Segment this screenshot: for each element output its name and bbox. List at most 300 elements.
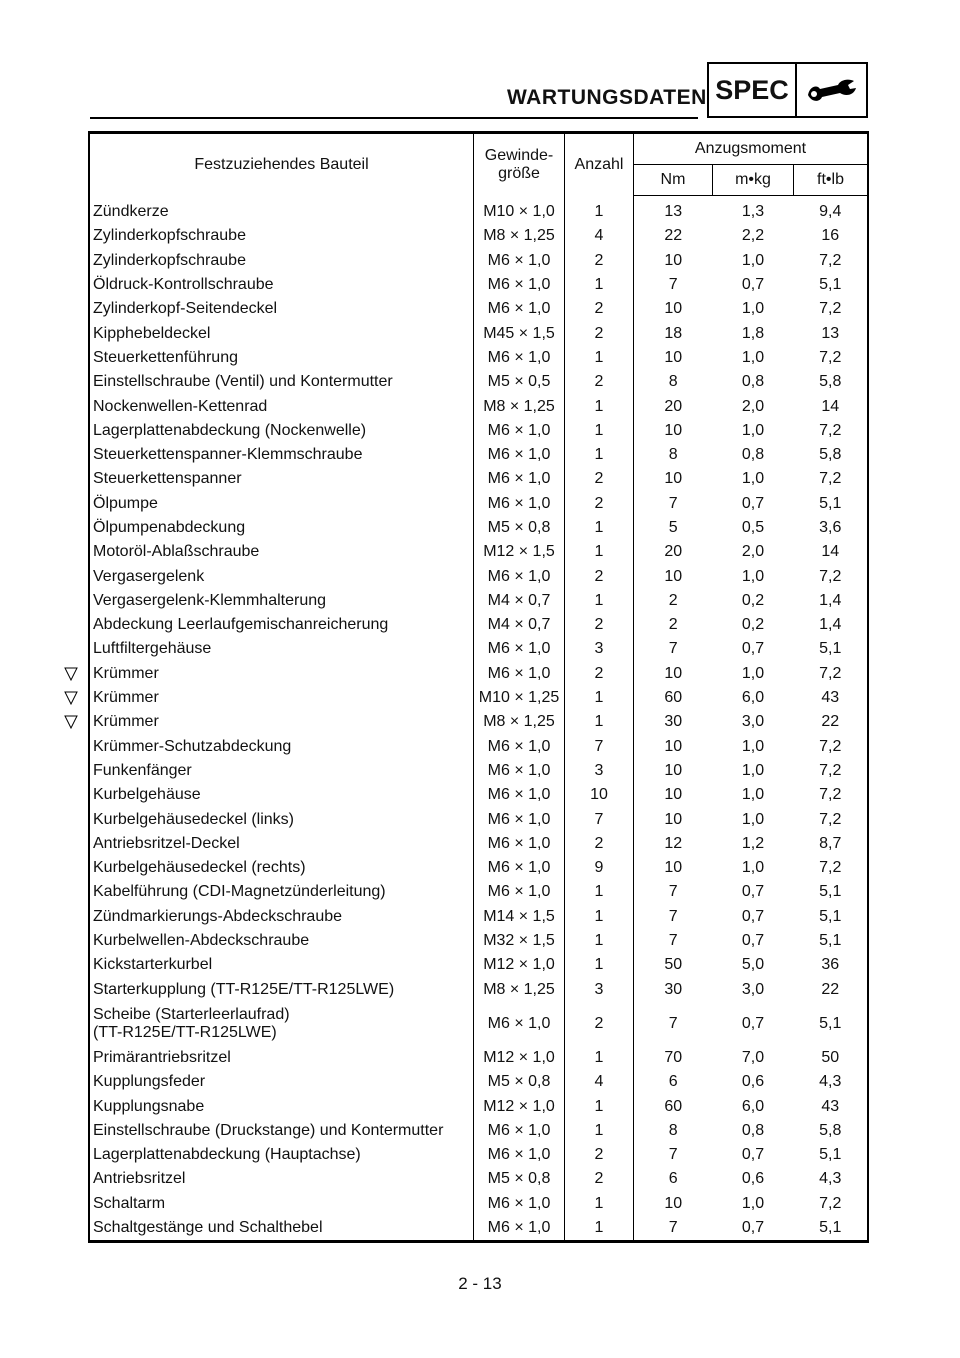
cell-qty: 1	[565, 1094, 634, 1118]
cell-ftlb: 7,2	[819, 348, 842, 366]
cell-ftlb: 16	[821, 227, 840, 245]
cell-ftlb: 43	[821, 1097, 840, 1115]
table-row	[89, 516, 868, 540]
cell-part: Steuerkettenführung	[89, 346, 474, 370]
table-row	[89, 196, 868, 225]
cell-thread: M6 × 1,0	[474, 735, 565, 759]
cell-nm: 70	[664, 1048, 683, 1066]
cell-thread: M6 × 1,0	[474, 249, 565, 273]
cell-nm: 10	[664, 1194, 683, 1212]
cell-mkg: 1,0	[741, 567, 765, 585]
table-row	[89, 613, 868, 637]
table-row	[89, 1002, 868, 1046]
table-row	[89, 346, 868, 370]
cell-mkg: 2,0	[741, 397, 765, 415]
cell-qty: 3	[565, 978, 634, 1002]
cell-qty: 9	[565, 856, 634, 880]
cell-qty: 2	[565, 370, 634, 394]
cell-nm: 2	[668, 616, 678, 634]
triangle-marker-icon	[64, 715, 78, 729]
cell-ftlb: 1,4	[819, 591, 842, 609]
cell-ftlb: 4,3	[819, 1170, 842, 1188]
cell-nm: 10	[664, 859, 683, 877]
cell-nm: 2	[668, 591, 678, 609]
cell-qty: 1	[565, 905, 634, 929]
cell-ftlb: 5,1	[819, 1219, 842, 1237]
cell-mkg: 1,0	[741, 859, 765, 877]
cell-qty: 1	[565, 686, 634, 710]
cell-qty: 10	[565, 783, 634, 807]
cell-qty: 1	[565, 929, 634, 953]
cell-mkg: 0,6	[741, 1073, 765, 1091]
cell-qty: 2	[565, 832, 634, 856]
cell-nm: 8	[668, 446, 678, 464]
cell-ftlb: 7,2	[819, 737, 842, 755]
cell-ftlb: 5,1	[819, 494, 842, 512]
cell-thread: M6 × 1,0	[474, 564, 565, 588]
table-row	[89, 1119, 868, 1143]
cell-thread: M8 × 1,25	[474, 978, 565, 1002]
cell-qty: 3	[565, 637, 634, 661]
cell-qty: 2	[565, 321, 634, 345]
cell-part: Zylinderkopf-Seitendeckel	[89, 297, 474, 321]
cell-mkg: 6,0	[741, 689, 765, 707]
cell-thread: M5 × 0,8	[474, 1167, 565, 1191]
cell-thread: M6 × 1,0	[474, 783, 565, 807]
col-header-ftlb: ft•lb	[794, 165, 869, 196]
cell-qty: 2	[565, 1143, 634, 1167]
cell-part: Abdeckung Leerlaufgemischanreicherung	[89, 613, 474, 637]
col-header-mkg: m•kg	[713, 165, 794, 196]
cell-thread: M6 × 1,0	[474, 637, 565, 661]
cell-mkg: 1,0	[741, 470, 765, 488]
table-row	[89, 492, 868, 516]
cell-part: Kurbelgehäusedeckel (links)	[89, 807, 474, 831]
cell-mkg: 1,0	[741, 664, 765, 682]
cell-ftlb: 22	[821, 980, 840, 998]
cell-qty: 4	[565, 224, 634, 248]
cell-qty: 1	[565, 516, 634, 540]
cell-qty: 1	[565, 1216, 634, 1242]
cell-part: Kupplungsnabe	[89, 1094, 474, 1118]
cell-nm: 7	[668, 1014, 678, 1032]
cell-nm: 10	[664, 761, 683, 779]
table-row	[89, 710, 868, 734]
table-row	[89, 1167, 868, 1191]
cell-nm: 10	[664, 470, 683, 488]
table-row	[89, 856, 868, 880]
cell-mkg: 1,0	[741, 737, 765, 755]
cell-qty: 2	[565, 613, 634, 637]
cell-nm: 5	[668, 519, 678, 536]
cell-thread: M5 × 0,8	[474, 516, 565, 540]
cell-mkg: 0,7	[741, 907, 765, 925]
cell-thread: M6 × 1,0	[474, 1002, 565, 1046]
cell-qty: 2	[565, 1167, 634, 1191]
cell-mkg: 1,8	[741, 324, 765, 342]
cell-mkg: 0,2	[741, 616, 765, 634]
cell-mkg: 0,6	[741, 1170, 765, 1188]
table-row	[89, 224, 868, 248]
cell-qty: 1	[565, 540, 634, 564]
cell-part: Einstellschraube (Druckstange) und Kontermutter	[89, 1119, 474, 1143]
cell-thread: M12 × 1,0	[474, 953, 565, 977]
cell-part: Lagerplattenabdeckung (Hauptachse)	[89, 1143, 474, 1167]
cell-qty: 1	[565, 394, 634, 418]
cell-ftlb: 7,2	[819, 786, 842, 804]
cell-qty: 2	[565, 492, 634, 516]
cell-ftlb: 7,2	[819, 859, 842, 877]
cell-qty: 2	[565, 249, 634, 273]
cell-ftlb: 3,6	[819, 519, 842, 536]
cell-part: Krümmer	[89, 686, 474, 710]
cell-qty: 1	[565, 443, 634, 467]
cell-mkg: 7,0	[741, 1048, 765, 1066]
cell-thread: M6 × 1,0	[474, 807, 565, 831]
cell-thread: M6 × 1,0	[474, 297, 565, 321]
cell-thread: M6 × 1,0	[474, 492, 565, 516]
cell-ftlb: 5,1	[819, 883, 842, 901]
cell-thread: M6 × 1,0	[474, 443, 565, 467]
cell-part: Starterkupplung (TT-R125E/TT-R125LWE)	[89, 978, 474, 1002]
cell-qty: 7	[565, 735, 634, 759]
table-row	[89, 807, 868, 831]
cell-mkg: 0,8	[741, 373, 765, 391]
table-row	[89, 662, 868, 686]
cell-part: Kurbelgehäuse	[89, 783, 474, 807]
cell-part: Ölpumpe	[89, 492, 474, 516]
cell-ftlb: 7,2	[819, 761, 842, 779]
cell-ftlb: 14	[821, 397, 840, 415]
cell-nm: 10	[664, 786, 683, 804]
cell-qty: 1	[565, 953, 634, 977]
cell-mkg: 0,8	[741, 1121, 765, 1139]
cell-ftlb: 5,1	[819, 276, 842, 294]
cell-mkg: 1,0	[741, 348, 765, 366]
cell-nm: 20	[664, 397, 683, 415]
cell-nm: 7	[668, 640, 678, 658]
table-row	[89, 273, 868, 297]
cell-nm: 7	[668, 883, 678, 901]
cell-nm: 7	[668, 907, 678, 925]
table-row	[89, 759, 868, 783]
cell-part: Krümmer	[89, 710, 474, 734]
cell-thread: M12 × 1,0	[474, 1046, 565, 1070]
wrench-icon	[797, 64, 866, 116]
cell-thread: M45 × 1,5	[474, 321, 565, 345]
cell-part: Ölpumpenabdeckung	[89, 516, 474, 540]
cell-ftlb: 5,1	[819, 1014, 842, 1032]
cell-thread: M5 × 0,8	[474, 1070, 565, 1094]
cell-nm: 10	[664, 810, 683, 828]
col-header-nm: Nm	[634, 165, 713, 196]
cell-qty: 2	[565, 1002, 634, 1046]
cell-thread: M6 × 1,0	[474, 419, 565, 443]
cell-ftlb: 7,2	[819, 567, 842, 585]
cell-ftlb: 43	[821, 689, 840, 707]
table-row	[89, 564, 868, 588]
cell-thread: M6 × 1,0	[474, 1119, 565, 1143]
cell-mkg: 1,0	[741, 300, 765, 318]
cell-mkg: 2,2	[741, 227, 765, 245]
cell-part: Antriebsritzel-Deckel	[89, 832, 474, 856]
table-row	[89, 1192, 868, 1216]
table-row	[89, 783, 868, 807]
cell-qty: 1	[565, 419, 634, 443]
cell-qty: 1	[565, 589, 634, 613]
cell-qty: 4	[565, 1070, 634, 1094]
cell-part: Antriebsritzel	[89, 1167, 474, 1191]
cell-ftlb: 22	[821, 713, 840, 731]
cell-mkg: 3,0	[741, 980, 765, 998]
cell-part: Primärantriebsritzel	[89, 1046, 474, 1070]
cell-part: Vergasergelenk	[89, 564, 474, 588]
cell-nm: 7	[668, 932, 678, 950]
col-header-qty: Anzahl	[565, 133, 634, 196]
cell-nm: 7	[668, 1146, 678, 1164]
cell-thread: M6 × 1,0	[474, 832, 565, 856]
cell-nm: 10	[664, 251, 683, 269]
cell-qty: 2	[565, 297, 634, 321]
cell-mkg: 1,0	[741, 786, 765, 804]
table-row	[89, 832, 868, 856]
table-row	[89, 929, 868, 953]
cell-ftlb: 13	[821, 324, 840, 342]
cell-thread: M5 × 0,5	[474, 370, 565, 394]
table-row	[89, 370, 868, 394]
cell-part: Nockenwellen-Kettenrad	[89, 394, 474, 418]
cell-part: Lagerplattenabdeckung (Nockenwelle)	[89, 419, 474, 443]
cell-nm: 20	[664, 543, 683, 561]
cell-mkg: 5,0	[741, 956, 765, 974]
cell-part: Kurbelwellen-Abdeckschraube	[89, 929, 474, 953]
cell-qty: 2	[565, 564, 634, 588]
cell-mkg: 0,7	[741, 1146, 765, 1164]
col-header-thread: Gewinde- größe	[474, 133, 565, 196]
table-row	[89, 297, 868, 321]
cell-qty: 1	[565, 880, 634, 904]
page-number: 2 - 13	[458, 1274, 502, 1293]
cell-nm: 18	[664, 324, 683, 342]
cell-nm: 6	[668, 1073, 678, 1091]
cell-ftlb: 5,1	[819, 907, 842, 925]
cell-thread: M6 × 1,0	[474, 273, 565, 297]
cell-qty: 1	[565, 346, 634, 370]
cell-thread: M10 × 1,25	[474, 686, 565, 710]
col-header-part: Festzuziehendes Bauteil	[89, 133, 474, 196]
cell-mkg: 1,0	[741, 1194, 765, 1212]
cell-qty: 1	[565, 1119, 634, 1143]
cell-part: Luftfiltergehäuse	[89, 637, 474, 661]
table-row	[89, 1046, 868, 1070]
spec-badge	[707, 62, 868, 118]
table-row	[89, 249, 868, 273]
table-row	[89, 735, 868, 759]
cell-ftlb: 7,2	[819, 470, 842, 488]
cell-thread: M14 × 1,5	[474, 905, 565, 929]
cell-part: Krümmer	[89, 662, 474, 686]
triangle-marker-icon	[64, 691, 78, 705]
cell-ftlb: 5,1	[819, 640, 842, 658]
cell-ftlb: 50	[821, 1048, 840, 1066]
cell-part: Kupplungsfeder	[89, 1070, 474, 1094]
cell-ftlb: 7,2	[819, 1194, 842, 1212]
cell-nm: 7	[668, 494, 678, 512]
cell-qty: 1	[565, 196, 634, 225]
table-row	[89, 443, 868, 467]
cell-qty: 1	[565, 710, 634, 734]
cell-nm: 60	[664, 689, 683, 707]
cell-thread: M4 × 0,7	[474, 613, 565, 637]
cell-ftlb: 7,2	[819, 300, 842, 318]
cell-part: Vergasergelenk-Klemmhalterung	[89, 589, 474, 613]
cell-mkg: 0,7	[741, 932, 765, 950]
table-row	[89, 880, 868, 904]
cell-part: Kurbelgehäusedeckel (rechts)	[89, 856, 474, 880]
cell-part: Funkenfänger	[89, 759, 474, 783]
cell-part: Zylinderkopfschraube	[89, 224, 474, 248]
col-header-torque: Anzugsmoment	[634, 133, 869, 165]
cell-ftlb: 8,7	[819, 834, 842, 852]
cell-part: Schaltgestänge und Schalthebel	[89, 1216, 474, 1242]
cell-nm: 22	[664, 227, 683, 245]
cell-thread: M6 × 1,0	[474, 1143, 565, 1167]
cell-mkg: 1,0	[741, 251, 765, 269]
cell-part: Steuerkettenspanner	[89, 467, 474, 491]
cell-ftlb: 5,1	[819, 1146, 842, 1164]
header-rule	[90, 117, 698, 119]
cell-qty: 2	[565, 467, 634, 491]
cell-thread: M6 × 1,0	[474, 346, 565, 370]
cell-part: Kipphebeldeckel	[89, 321, 474, 345]
cell-mkg: 0,7	[741, 1219, 765, 1237]
cell-qty: 1	[565, 1192, 634, 1216]
cell-ftlb: 7,2	[819, 664, 842, 682]
cell-thread: M12 × 1,0	[474, 1094, 565, 1118]
cell-part: Öldruck-Kontrollschraube	[89, 273, 474, 297]
cell-mkg: 0,7	[741, 1014, 765, 1032]
cell-qty: 7	[565, 807, 634, 831]
cell-mkg: 0,8	[741, 446, 765, 464]
cell-nm: 30	[664, 713, 683, 731]
cell-thread: M6 × 1,0	[474, 1192, 565, 1216]
cell-ftlb: 7,2	[819, 421, 842, 439]
cell-part: Schaltarm	[89, 1192, 474, 1216]
table-row	[89, 589, 868, 613]
cell-qty: 2	[565, 662, 634, 686]
cell-thread: M8 × 1,25	[474, 394, 565, 418]
cell-thread: M10 × 1,0	[474, 196, 565, 225]
spec-label: SPEC	[709, 64, 797, 116]
cell-nm: 10	[664, 664, 683, 682]
cell-part: Motoröl-Ablaßschraube	[89, 540, 474, 564]
cell-mkg: 3,0	[741, 713, 765, 731]
cell-mkg: 0,7	[741, 494, 765, 512]
cell-nm: 6	[668, 1170, 678, 1188]
cell-mkg: 0,7	[741, 640, 765, 658]
table-row	[89, 905, 868, 929]
cell-qty: 1	[565, 1046, 634, 1070]
cell-mkg: 2,0	[741, 543, 765, 561]
cell-ftlb: 7,2	[819, 810, 842, 828]
cell-ftlb: 1,4	[819, 616, 842, 634]
cell-nm: 50	[664, 956, 683, 974]
cell-nm: 12	[664, 834, 683, 852]
cell-thread: M6 × 1,0	[474, 880, 565, 904]
cell-part: Einstellschraube (Ventil) und Kontermutter	[89, 370, 474, 394]
cell-nm: 8	[668, 373, 678, 391]
cell-thread: M8 × 1,25	[474, 710, 565, 734]
table-row	[89, 637, 868, 661]
cell-ftlb: 5,8	[819, 1121, 842, 1139]
cell-mkg: 6,0	[741, 1097, 765, 1115]
cell-nm: 13	[664, 203, 683, 221]
cell-part: Scheibe (Starterleerlaufrad) (TT-R125E/TT-R125LWE)	[89, 1002, 474, 1046]
cell-thread: M6 × 1,0	[474, 1216, 565, 1242]
cell-thread: M6 × 1,0	[474, 759, 565, 783]
cell-thread: M8 × 1,25	[474, 224, 565, 248]
cell-mkg: 1,0	[741, 761, 765, 779]
cell-part: Kickstarterkurbel	[89, 953, 474, 977]
cell-nm: 8	[668, 1121, 678, 1139]
cell-nm: 10	[664, 567, 683, 585]
cell-ftlb: 36	[821, 956, 840, 974]
cell-mkg: 1,0	[741, 810, 765, 828]
cell-thread: M6 × 1,0	[474, 467, 565, 491]
cell-qty: 1	[565, 273, 634, 297]
cell-mkg: 0,7	[741, 276, 765, 294]
cell-part: Zündkerze	[89, 196, 474, 225]
table-row	[89, 419, 868, 443]
cell-mkg: 1,0	[741, 421, 765, 439]
cell-part: Steuerkettenspanner-Klemmschraube	[89, 443, 474, 467]
cell-nm: 60	[664, 1097, 683, 1115]
cell-thread: M32 × 1,5	[474, 929, 565, 953]
cell-ftlb: 5,1	[819, 932, 842, 950]
cell-ftlb: 7,2	[819, 251, 842, 269]
table-row	[89, 540, 868, 564]
triangle-marker-icon	[64, 667, 78, 681]
cell-nm: 10	[664, 737, 683, 755]
cell-qty: 3	[565, 759, 634, 783]
cell-part: Krümmer-Schutzabdeckung	[89, 735, 474, 759]
table-row	[89, 1143, 868, 1167]
cell-nm: 10	[664, 348, 683, 366]
cell-part: Zylinderkopfschraube	[89, 249, 474, 273]
cell-part: Zündmarkierungs-Abdeckschraube	[89, 905, 474, 929]
table-row	[89, 1094, 868, 1118]
table-row	[89, 953, 868, 977]
cell-mkg: 0,5	[741, 519, 765, 536]
table-row	[89, 1216, 868, 1242]
cell-part: Kabelführung (CDI-Magnetzünderleitung)	[89, 880, 474, 904]
cell-nm: 7	[668, 1219, 678, 1237]
cell-mkg: 1,3	[741, 203, 765, 221]
cell-nm: 7	[668, 276, 678, 294]
table-row	[89, 978, 868, 1002]
cell-ftlb: 4,3	[819, 1073, 842, 1091]
cell-mkg: 0,2	[741, 591, 765, 609]
cell-mkg: 1,2	[741, 834, 765, 852]
cell-thread: M4 × 0,7	[474, 589, 565, 613]
cell-ftlb: 9,4	[819, 203, 842, 221]
cell-nm: 30	[664, 980, 683, 998]
cell-thread: M12 × 1,5	[474, 540, 565, 564]
torque-table	[88, 131, 869, 1243]
page-title: WARTUNGSDATEN	[507, 86, 707, 109]
cell-ftlb: 5,8	[819, 373, 842, 391]
cell-nm: 10	[664, 421, 683, 439]
